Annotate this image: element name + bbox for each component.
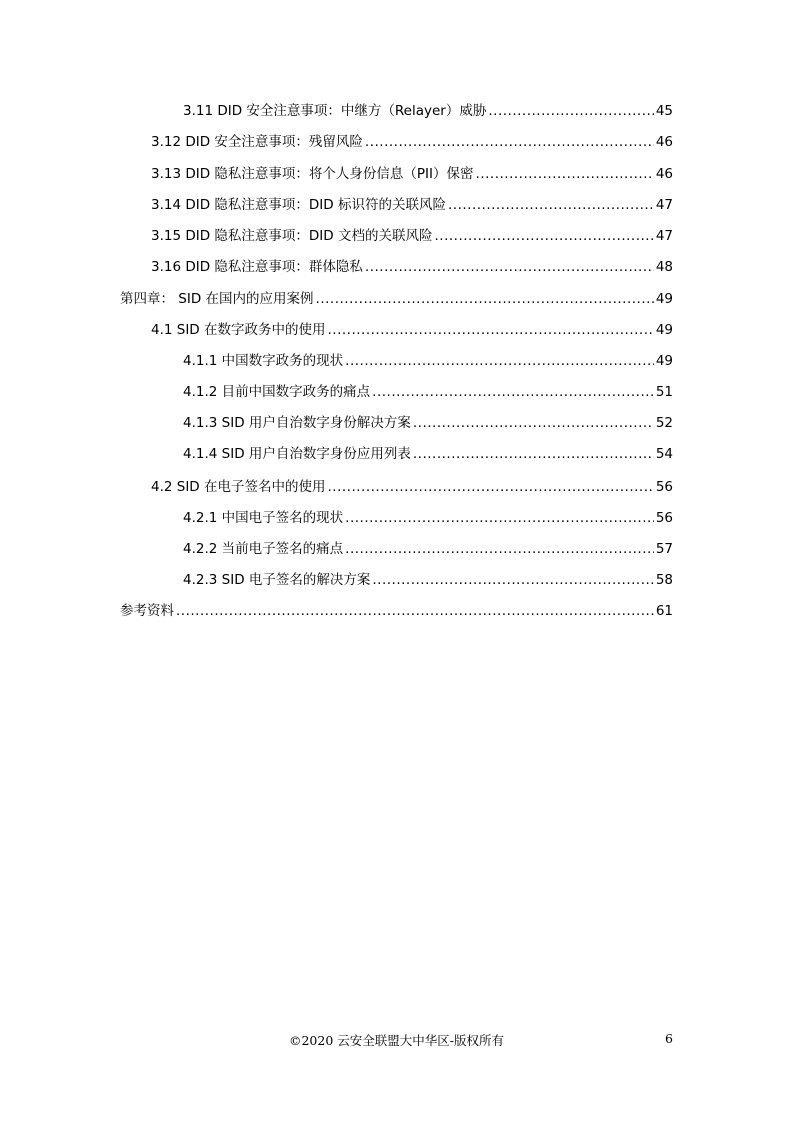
toc-entry[interactable] [151,257,673,277]
toc-entry-title: 3.15 DID 隐私注意事项：DID 文档的关联风险 [151,228,433,244]
toc-entry-page: 45 [655,103,673,119]
toc-entry-title: 4.1 SID 在数字政务中的使用 [151,322,326,338]
toc-entry-title: 4.2.2 当前电子签名的痛点 [183,541,344,557]
toc-entry-page: 58 [655,572,673,588]
toc-entry[interactable] [183,351,673,371]
toc-entry[interactable] [151,226,673,246]
toc-leader-dots [345,539,654,559]
toc-entry[interactable] [183,101,673,121]
toc-entry-title: 4.2 SID 在电子签名中的使用 [151,479,326,495]
toc-leader-dots [413,413,654,433]
page-footer [0,1031,793,1051]
toc-leader-dots [372,382,654,402]
toc-entry-page: 49 [655,322,673,338]
toc-entry[interactable] [183,508,673,528]
toc-entry-section[interactable] [151,320,673,340]
toc-entry-section[interactable] [151,477,673,497]
toc-leader-dots [316,289,654,309]
page-number: 6 [665,1031,673,1046]
toc-entry-page: 61 [655,603,673,619]
toc-entry-page: 54 [655,446,673,462]
toc-leader-dots [372,570,653,590]
toc-leader-dots [434,226,653,246]
toc-entry-page: 56 [655,479,673,495]
toc-entry-title: 3.11 DID 安全注意事项：中继方（Relayer）威胁 [183,103,487,119]
toc-leader-dots [365,132,654,152]
toc-entry-title: 4.1.4 SID 用户自治数字身份应用列表 [183,446,411,462]
toc-entry-page: 49 [655,291,673,307]
toc-leader-dots [345,351,654,371]
toc-entry-page: 46 [655,166,673,182]
toc-leader-dots [413,444,654,464]
toc-leader-dots [328,477,654,497]
toc-entry-title: 3.13 DID 隐私注意事项：将个人身份信息（PII）保密 [151,166,474,182]
toc-entry-title: 第四章： SID 在国内的应用案例 [120,291,314,307]
toc-entry-title: 4.1.2 目前中国数字政务的痛点 [183,384,371,400]
toc-entry-page: 48 [655,259,673,275]
toc-entry[interactable] [151,195,673,215]
toc-leader-dots [365,257,654,277]
toc-entry[interactable] [183,382,673,402]
toc-leader-dots [328,320,654,340]
toc-entry[interactable] [151,164,673,184]
toc-entry-title: 4.1.1 中国数字政务的现状 [183,353,344,369]
toc-entry-title: 4.2.1 中国电子签名的现状 [183,510,344,526]
toc-entry[interactable] [183,570,673,590]
toc-entry-page: 46 [655,134,673,150]
toc-entry-title: 3.16 DID 隐私注意事项：群体隐私 [151,259,363,275]
toc-entry[interactable] [183,444,673,464]
toc-entry[interactable] [183,413,673,433]
toc-entry-title: 4.2.3 SID 电子签名的解决方案 [183,572,371,588]
toc-leader-dots [176,601,654,621]
toc-entry-title: 参考资料 [120,603,174,619]
toc-entry-title: 3.12 DID 安全注意事项：残留风险 [151,134,363,150]
toc-entry-chapter[interactable] [120,601,673,621]
copyright-notice: ©2020 云安全联盟大中华区-版权所有 [288,1033,504,1048]
toc-entry-page: 51 [655,384,673,400]
toc-entry-title: 4.1.3 SID 用户自治数字身份解决方案 [183,415,411,431]
toc-entry[interactable] [151,132,673,152]
toc-entry-page: 47 [655,228,673,244]
toc-entry[interactable] [183,539,673,559]
toc-entry-page: 56 [655,510,673,526]
toc-entry-page: 47 [655,197,673,213]
toc-entry-page: 57 [655,541,673,557]
toc-entry-page: 49 [655,353,673,369]
toc-leader-dots [488,101,653,121]
toc-leader-dots [476,164,654,184]
toc-entry-chapter[interactable] [120,289,673,309]
toc-entry-page: 52 [655,415,673,431]
toc-entry-title: 3.14 DID 隐私注意事项：DID 标识符的关联风险 [151,197,446,213]
toc-leader-dots [448,195,654,215]
toc-leader-dots [345,508,654,528]
